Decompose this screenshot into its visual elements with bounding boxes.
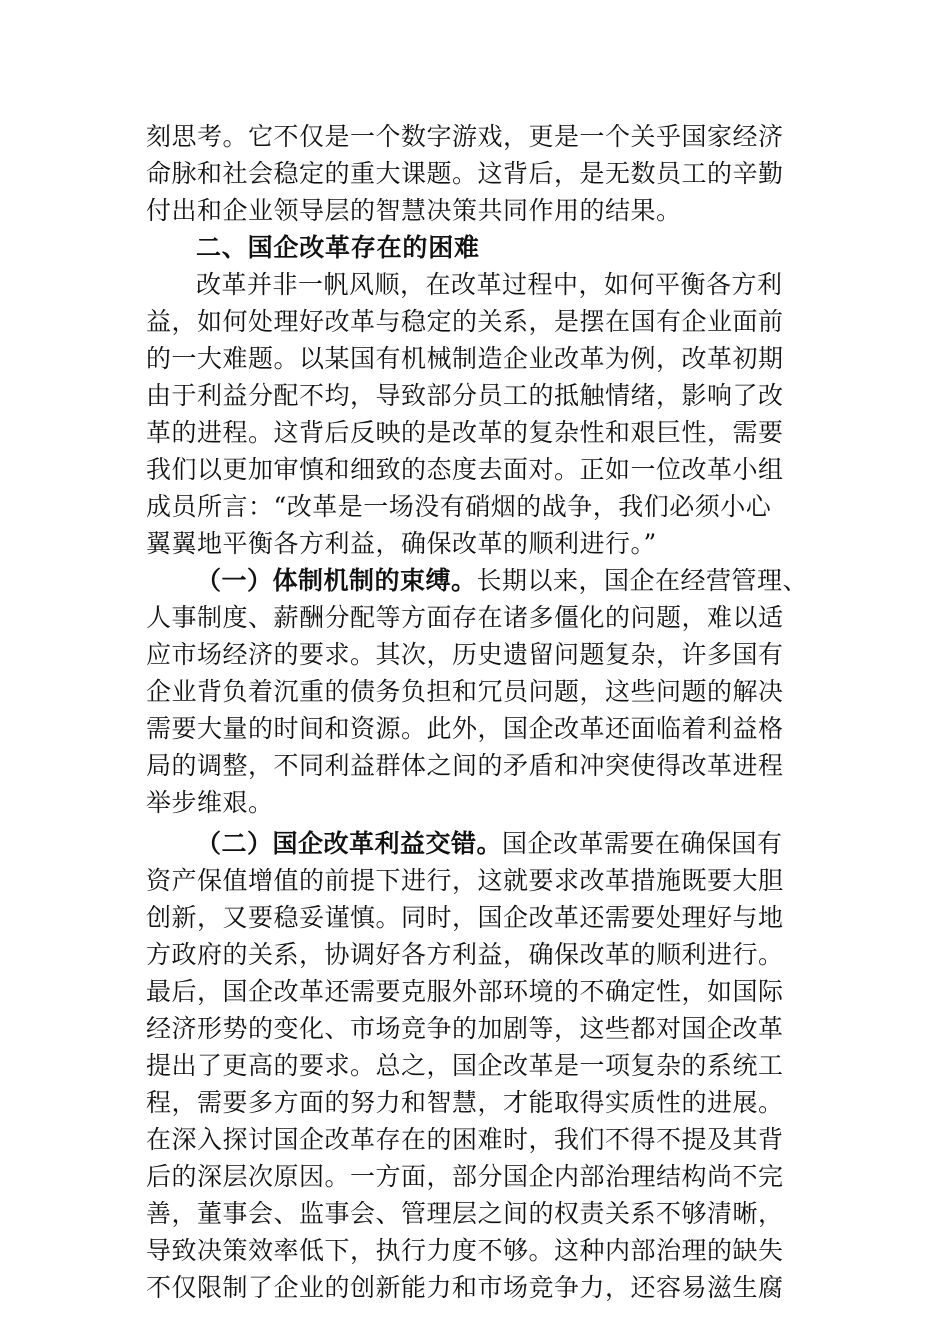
body-line: 方政府的关系，协调好各方利益，确保改革的顺利进行。	[146, 940, 784, 969]
body-line: 革的进程。这背后反映的是改革的复杂性和艰巨性，需要	[146, 418, 784, 447]
body-line: 付出和企业领导层的智慧决策共同作用的结果。	[146, 196, 682, 225]
subsection-first-line	[146, 825, 806, 862]
body-line: 需要大量的时间和资源。此外，国企改革还面临着利益格	[146, 714, 784, 743]
body-line: 不仅限制了企业的创新能力和市场竞争力，还容易滋生腐	[146, 1273, 784, 1302]
body-line: 我们以更加审慎和细致的态度去面对。正如一位改革小组	[146, 455, 784, 484]
body-line: 提出了更高的要求。总之，国企改革是一项复杂的系统工	[146, 1051, 784, 1080]
subsection-text: 长期以来，国企在经营管理、	[476, 566, 809, 595]
body-line: 由于利益分配不均，导致部分员工的抵触情绪，影响了改	[146, 381, 784, 410]
body-line: 命脉和社会稳定的重大课题。这背后，是无数员工的辛勤	[146, 159, 784, 188]
body-line: 举步维艰。	[146, 788, 274, 817]
body-line: 局的调整，不同利益群体之间的矛盾和冲突使得改革进程	[146, 751, 784, 780]
body-line: 在深入探讨国企改革存在的困难时，我们不得不提及其背	[146, 1125, 784, 1154]
subsection-first-line	[146, 562, 809, 599]
body-line: 程，需要多方面的努力和智慧，才能取得实质性的进展。	[146, 1088, 784, 1117]
body-line: 资产保值增值的前提下进行，这就要求改革措施既要大胆	[146, 866, 784, 895]
body-line: 后的深层次原因。一方面，部分国企内部治理结构尚不完	[146, 1162, 784, 1191]
body-line: 的一大难题。以某国有机械制造企业改革为例，改革初期	[146, 344, 784, 373]
section-heading: 二、国企改革存在的困难	[196, 233, 480, 262]
body-line: 创新，又要稳妥谨慎。同时，国企改革还需要处理好与地	[146, 903, 784, 932]
body-line: 导致决策效率低下，执行力度不够。这种内部治理的缺失	[146, 1236, 784, 1265]
body-line: 最后，国企改革还需要克服外部环境的不确定性，如国际	[146, 977, 784, 1006]
paragraph-first-line: 改革并非一帆风顺，在改革过程中，如何平衡各方利	[196, 270, 783, 299]
body-line: 经济形势的变化、市场竞争的加剧等，这些都对国企改革	[146, 1014, 784, 1043]
body-line: 益，如何处理好改革与稳定的关系，是摆在国有企业面前	[146, 307, 784, 336]
body-line: 善，董事会、监事会、管理层之间的权责关系不够清晰，	[146, 1199, 784, 1228]
body-line: 应市场经济的要求。其次，历史遗留问题复杂，许多国有	[146, 640, 784, 669]
body-line: 成员所言：“改革是一场没有硝烟的战争，我们必须小心	[146, 492, 772, 521]
body-line: 刻思考。它不仅是一个数字游戏，更是一个关乎国家经济	[146, 122, 784, 151]
document-body	[146, 118, 809, 1306]
subsection-text: 国企改革需要在确保国有	[502, 829, 783, 858]
body-line: 翼翼地平衡各方利益，确保改革的顺利进行。”	[146, 529, 657, 558]
subsection-title: （一）体制机制的束缚。	[196, 566, 477, 595]
subsection-title: （二）国企改革利益交错。	[196, 829, 503, 858]
body-line: 企业背负着沉重的债务负担和冗员问题，这些问题的解决	[146, 677, 784, 706]
body-line: 人事制度、薪酬分配等方面存在诸多僵化的问题，难以适	[146, 603, 784, 632]
